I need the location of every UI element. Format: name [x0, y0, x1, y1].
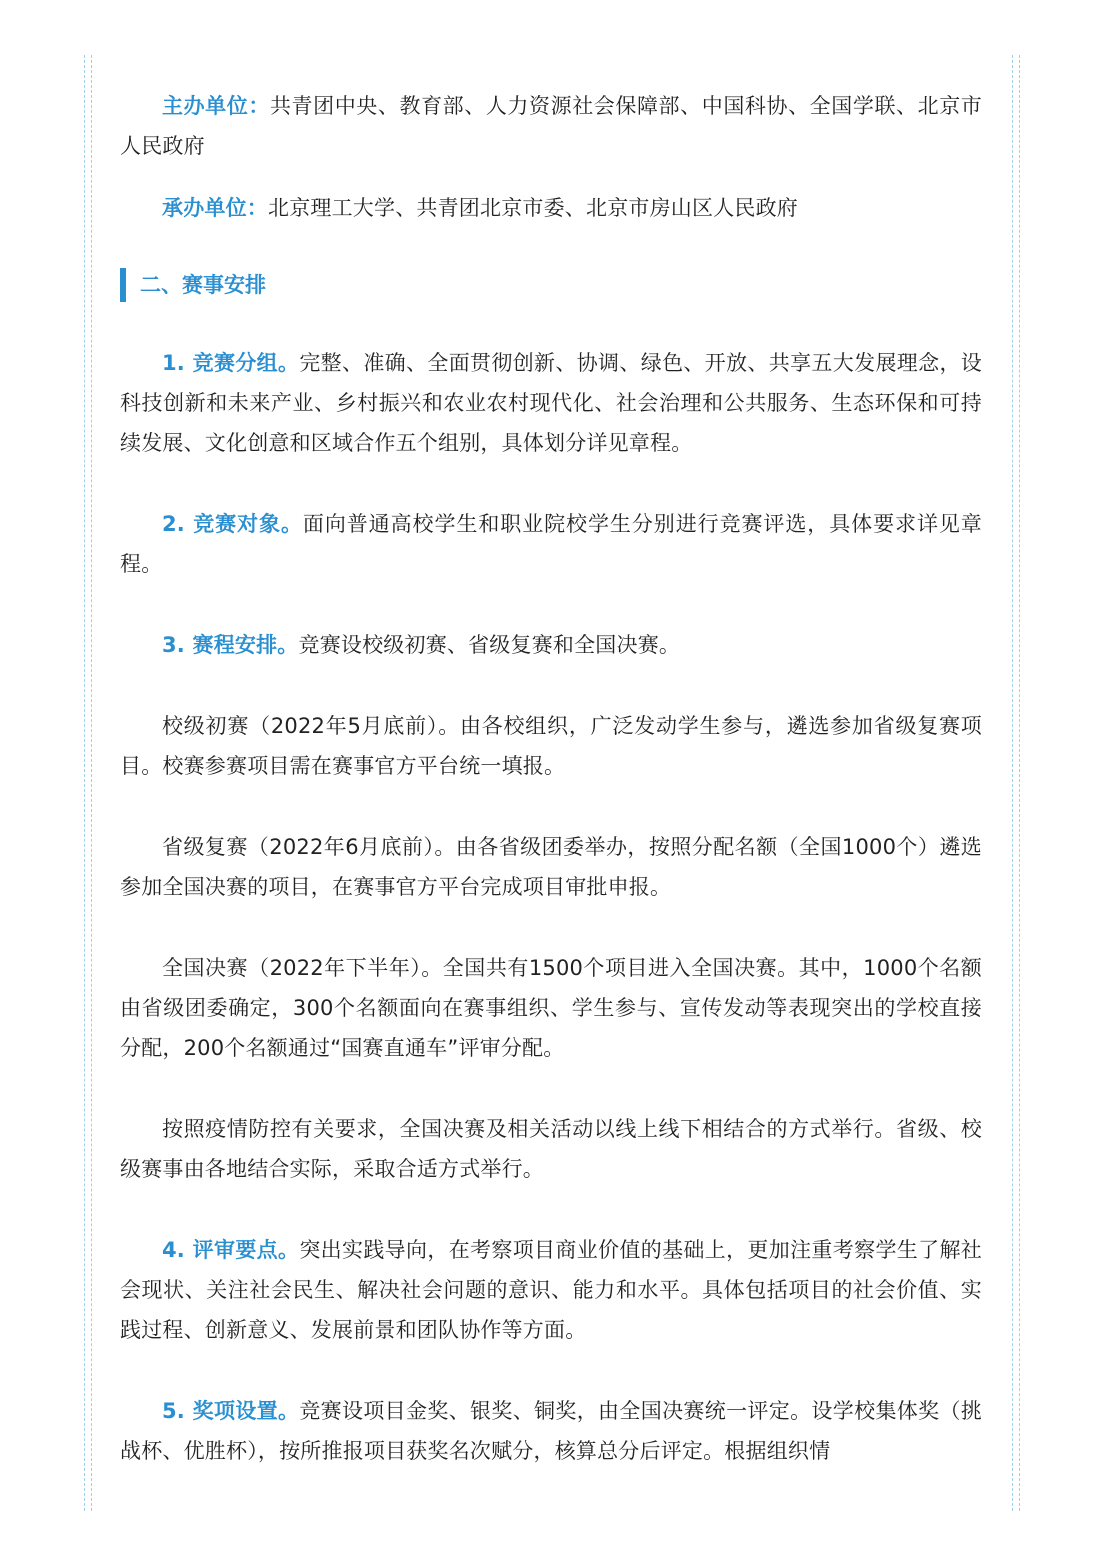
schedule-school-round: 校级初赛（2022年5月底前）。由各校组织，广泛发动学生参与，遴选参加省级复赛项目。校赛参赛项目需在赛事官方平台统一填报。: [120, 714, 982, 778]
item-review-points: [120, 1230, 982, 1350]
section-heading-text: 二、赛事安排: [140, 273, 266, 297]
page-border-right-inner: [1012, 55, 1013, 1511]
article-body: [120, 86, 982, 1471]
hosts-paragraph: [120, 188, 982, 228]
item-label: 4. 评审要点。: [162, 1238, 300, 1262]
hosts-label: 承办单位：: [162, 196, 268, 220]
hosts-text: 北京理工大学、共青团北京市委、北京市房山区人民政府: [268, 196, 798, 220]
page-border-left-inner: [91, 55, 92, 1511]
section-heading-bar: [120, 268, 126, 302]
organizers-text: 共青团中央、教育部、人力资源社会保障部、中国科协、全国学联、北京市人民政府: [120, 94, 982, 158]
schedule-provincial-round: 省级复赛（2022年6月底前）。由各省级团委举办，按照分配名额（全国1000个）遴选参加全国决赛的项目，在赛事官方平台完成项目审批申报。: [120, 835, 982, 899]
item-text: 面向普通高校学生和职业院校学生分别进行竞赛评选，具体要求详见章程。: [120, 512, 983, 576]
item-text: 突出实践导向，在考察项目商业价值的基础上，更加注重考察学生了解社会现状、关注社会民生、解决社会问题的意识、能力和水平。具体包括项目的社会价值、实践过程、创新意义、发展前景和团队协作等方面。: [120, 1238, 982, 1342]
item-schedule: [120, 625, 982, 665]
item-competition-targets: [120, 504, 982, 584]
item-competition-groups: [120, 343, 982, 463]
organizers-paragraph: [120, 86, 982, 166]
item-awards: [120, 1391, 982, 1471]
item-label: 1. 竞赛分组。: [162, 351, 300, 375]
item-label: 2. 竞赛对象。: [162, 512, 303, 536]
page-border-right-outer: [1019, 55, 1020, 1511]
organizers-label: 主办单位：: [162, 94, 270, 118]
schedule-epidemic-note: 按照疫情防控有关要求，全国决赛及相关活动以线上线下相结合的方式举行。省级、校级赛事由各地结合实际，采取合适方式举行。: [120, 1117, 982, 1181]
schedule-national-final: 全国决赛（2022年下半年）。全国共有1500个项目进入全国决赛。其中，1000个名额由省级团委确定，300个名额面向在赛事组织、学生参与、宣传发动等表现突出的学校直接分配，200个名额通过“国赛直通车”评审分配。: [120, 956, 982, 1060]
item-label: 3. 赛程安排。: [162, 633, 299, 657]
item-label: 5. 奖项设置。: [162, 1399, 300, 1423]
section-heading: [120, 266, 982, 304]
page-border-left-outer: [84, 55, 85, 1511]
item-text: 竞赛设校级初赛、省级复赛和全国决赛。: [298, 633, 681, 657]
item-text: 完整、准确、全面贯彻创新、协调、绿色、开放、共享五大发展理念，设科技创新和未来产业、乡村振兴和农业农村现代化、社会治理和公共服务、生态环保和可持续发展、文化创意和区域合作五个组别，具体划分详见章程。: [120, 351, 982, 455]
item-text: 竞赛设项目金奖、银奖、铜奖，由全国决赛统一评定。设学校集体奖（挑战杯、优胜杯），按所推报项目获奖名次赋分，核算总分后评定。根据组织情: [120, 1399, 982, 1463]
